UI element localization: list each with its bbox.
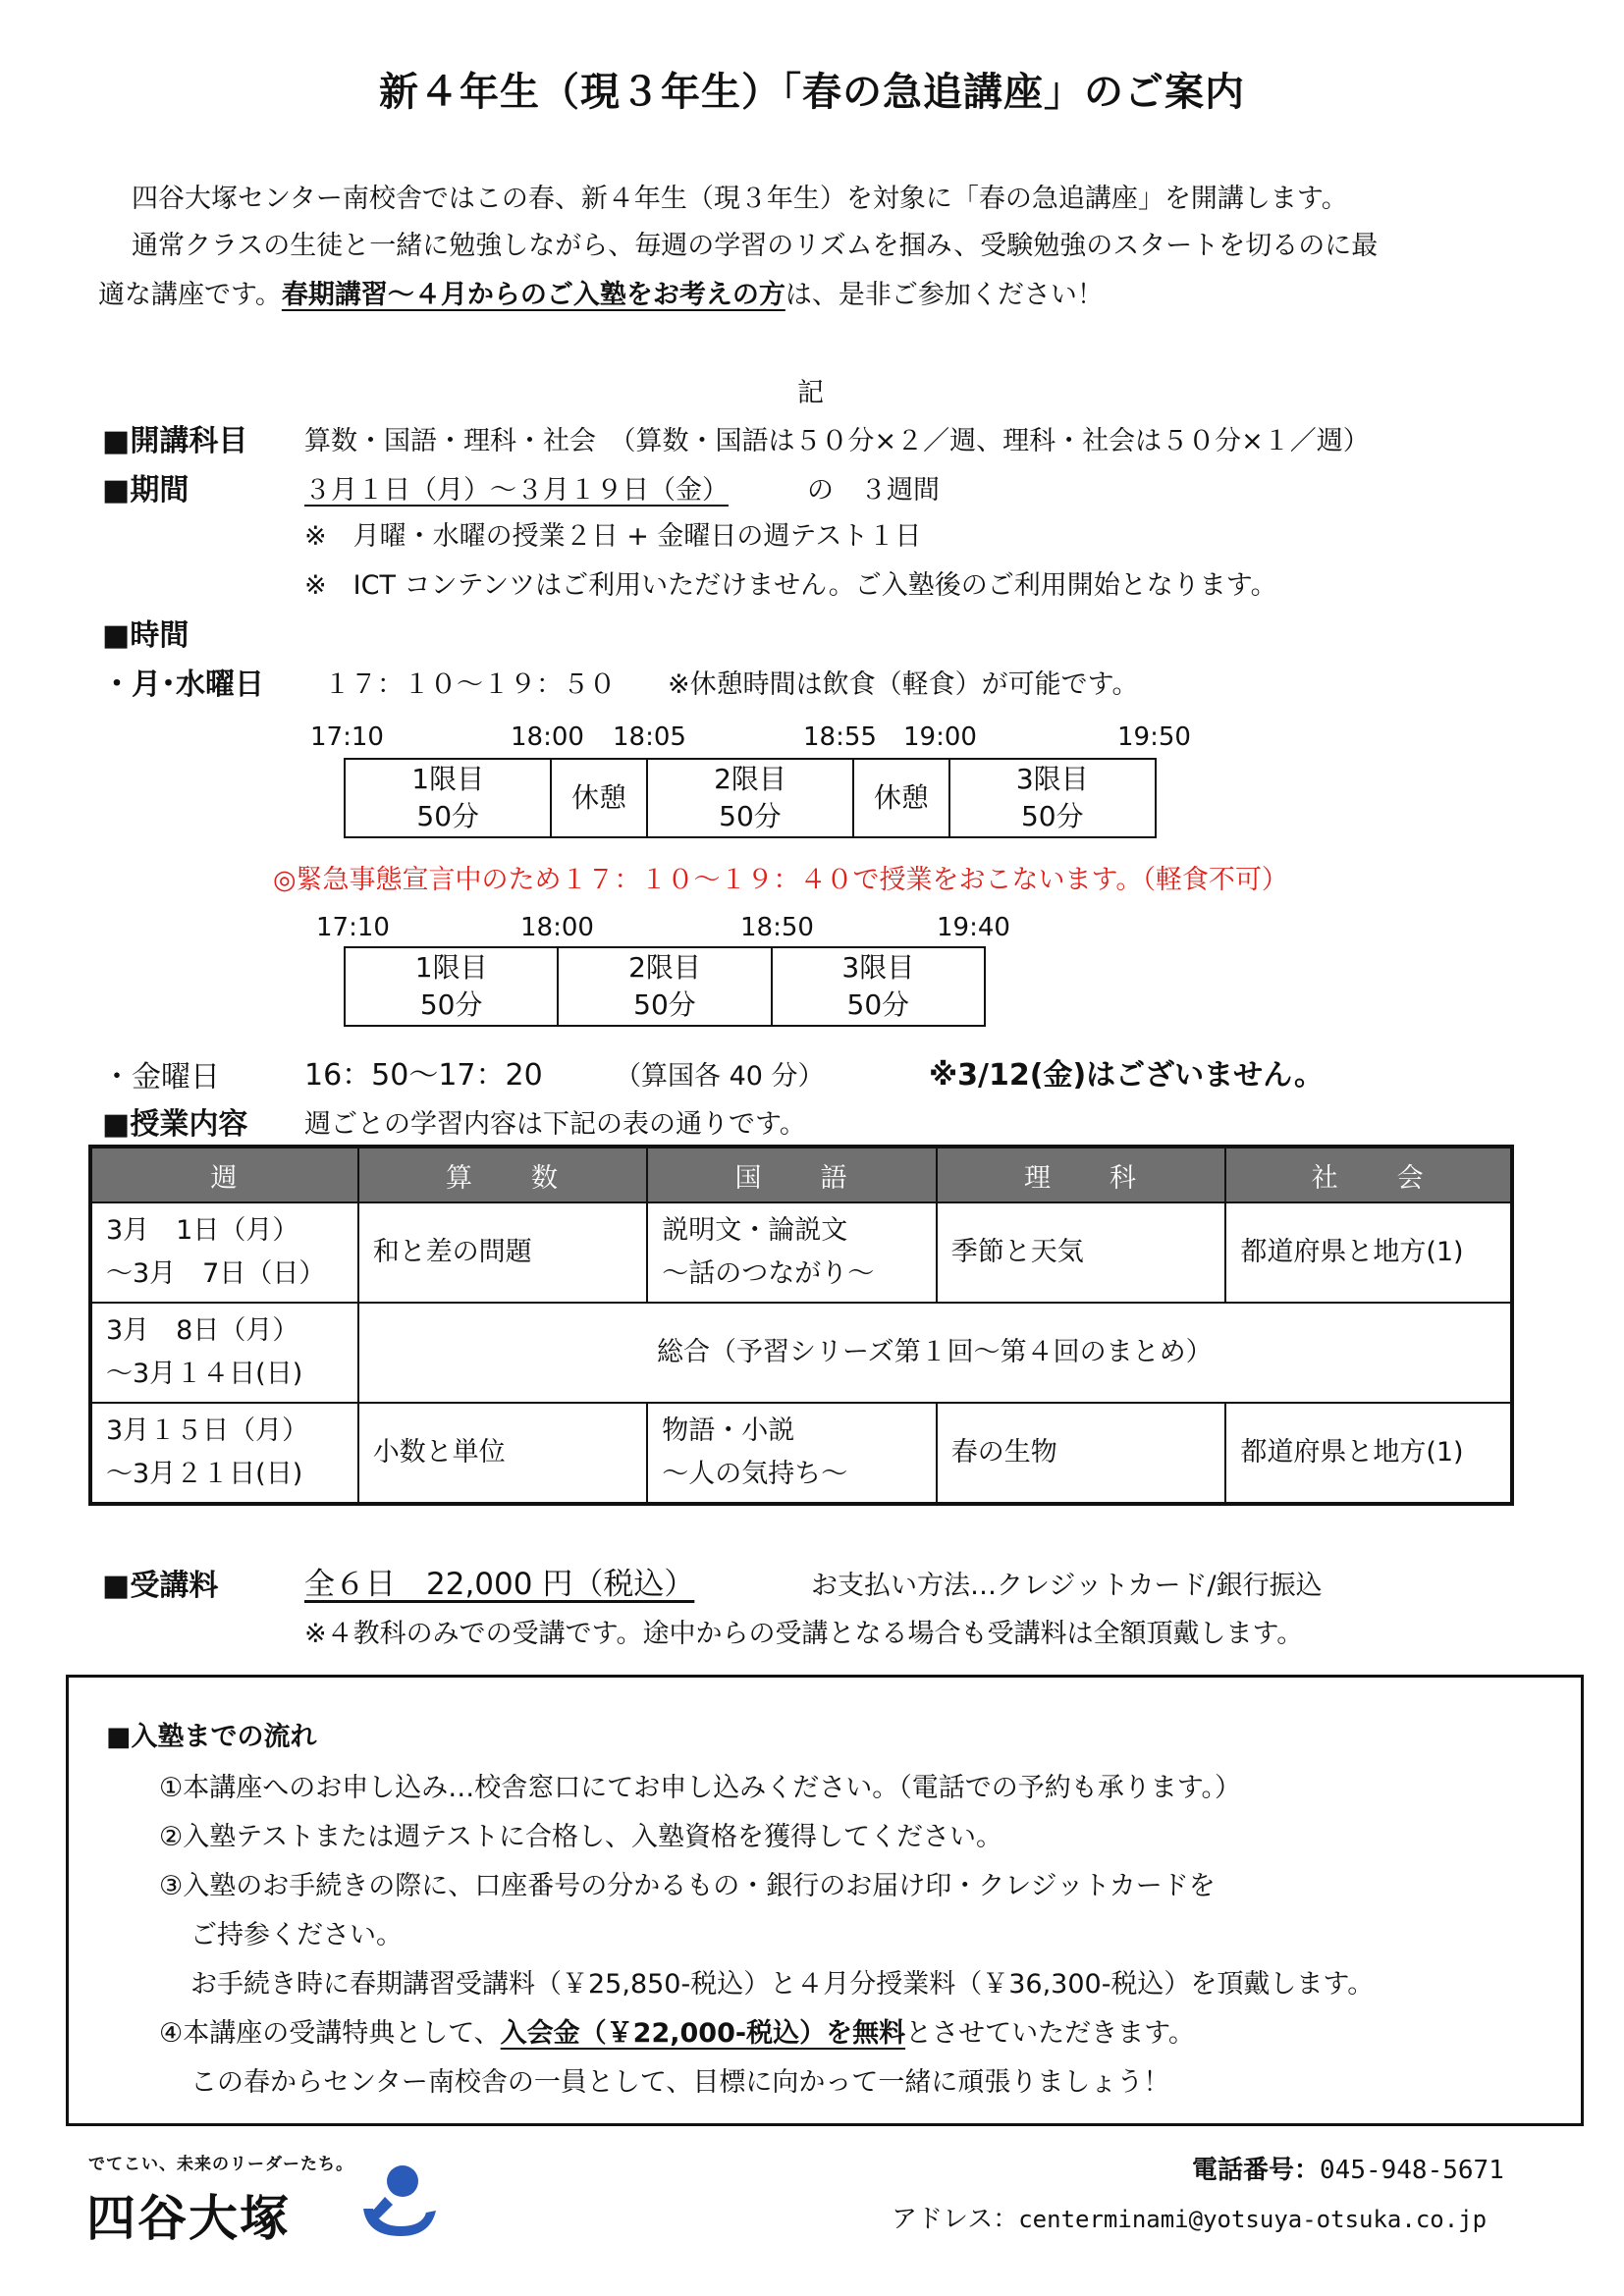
- col-header: 国 語: [647, 1147, 937, 1202]
- period-note-2: ※ ICT コンテンツはご利用いただけません。ご入塾後のご利用開始となります。: [304, 570, 1277, 601]
- monwed-label: ・月･水曜日: [102, 667, 264, 702]
- sched2-period-1: 1限目 50分: [345, 947, 558, 1026]
- table-row: [90, 1303, 1512, 1403]
- science-cell: 季節と天気: [937, 1202, 1226, 1303]
- subjects-value: 算数・国語・理科・社会 （算数・国語は５０分×２／週、理科・社会は５０分×１／週）: [304, 426, 1370, 456]
- emergency-notice: ◎緊急事態宣言中のため１７：１０～１９：４０で授業をおこないます。（軽食不可）: [273, 865, 1288, 895]
- sched1-break-1: 休憩: [551, 759, 646, 837]
- math-cell: 和と差の問題: [358, 1202, 648, 1303]
- sched1-time: 17:10: [310, 722, 384, 752]
- week-cell: 3月１５日（月） ～3月２１日(日): [90, 1403, 358, 1504]
- fee-note: ※４教科のみでの受講です。途中からの受講となる場合も受講料は全額頂戴します。: [304, 1619, 1304, 1649]
- table-row: [90, 1202, 1512, 1303]
- week-cell: 3月 8日（月） ～3月１４日(日): [90, 1303, 358, 1403]
- sched1-time: 18:05: [613, 722, 686, 752]
- period-suffix: の ３週間: [807, 475, 940, 506]
- phone-line: [1192, 2150, 1504, 2186]
- sched1-break-2: 休憩: [853, 759, 948, 837]
- ki-mark: 記: [797, 378, 824, 408]
- flow-step-3: ③入塾のお手続きの際に、口座番号の分かるもの・銀行のお届け印・クレジットカードを: [159, 1871, 1216, 1901]
- col-header: 週: [90, 1147, 358, 1202]
- period-value: ３月１日（月）～３月１９日（金）: [304, 475, 729, 506]
- sched2-time: 17:10: [316, 913, 390, 942]
- sched1-period-1: 1限目 50分: [345, 759, 551, 837]
- math-cell: 小数と単位: [358, 1403, 648, 1504]
- monwed-value: １７：１０～１９：５０: [324, 669, 616, 700]
- sched1-time: 19:00: [903, 722, 977, 752]
- subjects-label: ■開講科目: [102, 424, 248, 458]
- slogan: でてこい、未来のリーダーたち。: [88, 2155, 353, 2174]
- weekly-table: [88, 1145, 1514, 1506]
- phone-label: 電話番号：: [1192, 2156, 1321, 2185]
- sched2-time: 18:50: [740, 913, 814, 942]
- table-header-row: [90, 1147, 1512, 1202]
- sched2-time: 19:40: [937, 913, 1010, 942]
- period-note-1: ※ 月曜・水曜の授業２日 + 金曜日の週テスト１日: [304, 521, 922, 552]
- intro-text-end: は、是非ご参加ください！: [785, 280, 1104, 310]
- flow-closing: この春からセンター南校舎の一員として、目標に向かって一緒に頑張りましょう！: [190, 2067, 1170, 2098]
- friday-label: ・金曜日: [102, 1060, 220, 1095]
- flow-step-4: [159, 2011, 1195, 2050]
- sched1-time: 18:00: [511, 722, 584, 752]
- sched1-period-3: 3限目 50分: [949, 759, 1156, 837]
- monwed-note: ※休憩時間は飲食（軽食）が可能です。: [668, 669, 1139, 700]
- schedule-table-1: [344, 758, 1157, 838]
- address-label: アドレス：: [892, 2205, 1019, 2234]
- col-header: 社 会: [1225, 1147, 1512, 1202]
- merged-cell: 総合（予習シリーズ第１回～第４回のまとめ）: [358, 1303, 1512, 1403]
- flow-step-3-fee: お手続き時に春期講習受講料（￥25,850-税込）と４月分授業料（￥36,300-税込）を頂戴します。: [190, 1969, 1375, 2000]
- japanese-cell: 物語・小説 ～人の気持ち～: [647, 1403, 937, 1504]
- flow-step-1: ①本講座へのお申し込み…校舎窓口にてお申し込みください。（電話での予約も承ります。）: [159, 1773, 1242, 1803]
- flow-step-3-cont: ご持参ください。: [190, 1920, 403, 1950]
- enrollment-flow-box: [66, 1675, 1584, 2126]
- friday-paren: （算国各 40 分）: [615, 1061, 825, 1092]
- sched2-period-2: 2限目 50分: [558, 947, 771, 1026]
- sched2-time: 18:00: [520, 913, 594, 942]
- phone-number: 045-948-5671: [1320, 2156, 1504, 2185]
- social-cell: 都道府県と地方(1): [1225, 1403, 1512, 1504]
- col-header: 算 数: [358, 1147, 648, 1202]
- social-cell: 都道府県と地方(1): [1225, 1202, 1512, 1303]
- logo-mark-icon: [357, 2154, 440, 2242]
- fee-value: 全６日 22,000 円（税込）: [304, 1567, 695, 1602]
- science-cell: 春の生物: [937, 1403, 1226, 1504]
- flow-step-4-end: とさせていただきます。: [905, 2018, 1195, 2049]
- fee-payment: お支払い方法…クレジットカード/銀行振込: [811, 1571, 1323, 1601]
- sched1-time: 18:55: [803, 722, 877, 752]
- intro-highlight: 春期講習～４月からのご入塾をお考えの方: [281, 280, 785, 310]
- sched1-period-2: 2限目 50分: [647, 759, 853, 837]
- intro-text: 適な講座です。: [98, 280, 282, 310]
- flow-title: ■入塾までの流れ: [106, 1722, 317, 1752]
- address-line: [892, 2199, 1487, 2235]
- schedule-table-2: [344, 946, 986, 1027]
- content-value: 週ごとの学習内容は下記の表の通りです。: [304, 1109, 806, 1140]
- content-label: ■授業内容: [102, 1107, 248, 1142]
- intro-line-2: 通常クラスの生徒と一緒に勉強しながら、毎週の学習のリズムを掴み、受験勉強のスタートを切るのに最: [132, 231, 1379, 261]
- page-title: 新４年生（現３年生）「春の急追講座」のご案内: [379, 70, 1245, 115]
- sched2-period-3: 3限目 50分: [772, 947, 985, 1026]
- friday-note: ※3/12(金)はございません。: [929, 1058, 1324, 1093]
- japanese-cell: 説明文・論説文 ～話のつながり～: [647, 1202, 937, 1303]
- email-link[interactable]: centerminami@yotsuya-otsuka.co.jp: [1018, 2206, 1488, 2233]
- col-header: 理 科: [937, 1147, 1226, 1202]
- sched1-time: 19:50: [1117, 722, 1191, 752]
- flow-step-4-text: ④本講座の受講特典として、: [159, 2018, 501, 2049]
- intro-line-3: [98, 273, 1104, 311]
- table-row: [90, 1403, 1512, 1504]
- time-label: ■時間: [102, 618, 189, 653]
- logo-text: 四谷大塚: [86, 2189, 291, 2247]
- intro-line-1: 四谷大塚センター南校舎ではこの春、新４年生（現３年生）を対象に「春の急追講座」を開講します。: [132, 184, 1348, 214]
- week-cell: 3月 1日（月） ～3月 7日（日）: [90, 1202, 358, 1303]
- fee-label: ■受講料: [102, 1569, 219, 1603]
- friday-value: 16：50～17：20: [304, 1058, 543, 1093]
- flow-step-4-highlight: 入会金（￥22,000-税込）を無料: [500, 2018, 906, 2049]
- flow-step-2: ②入塾テストまたは週テストに合格し、入塾資格を獲得してください。: [159, 1822, 1003, 1852]
- period-label: ■期間: [102, 473, 189, 507]
